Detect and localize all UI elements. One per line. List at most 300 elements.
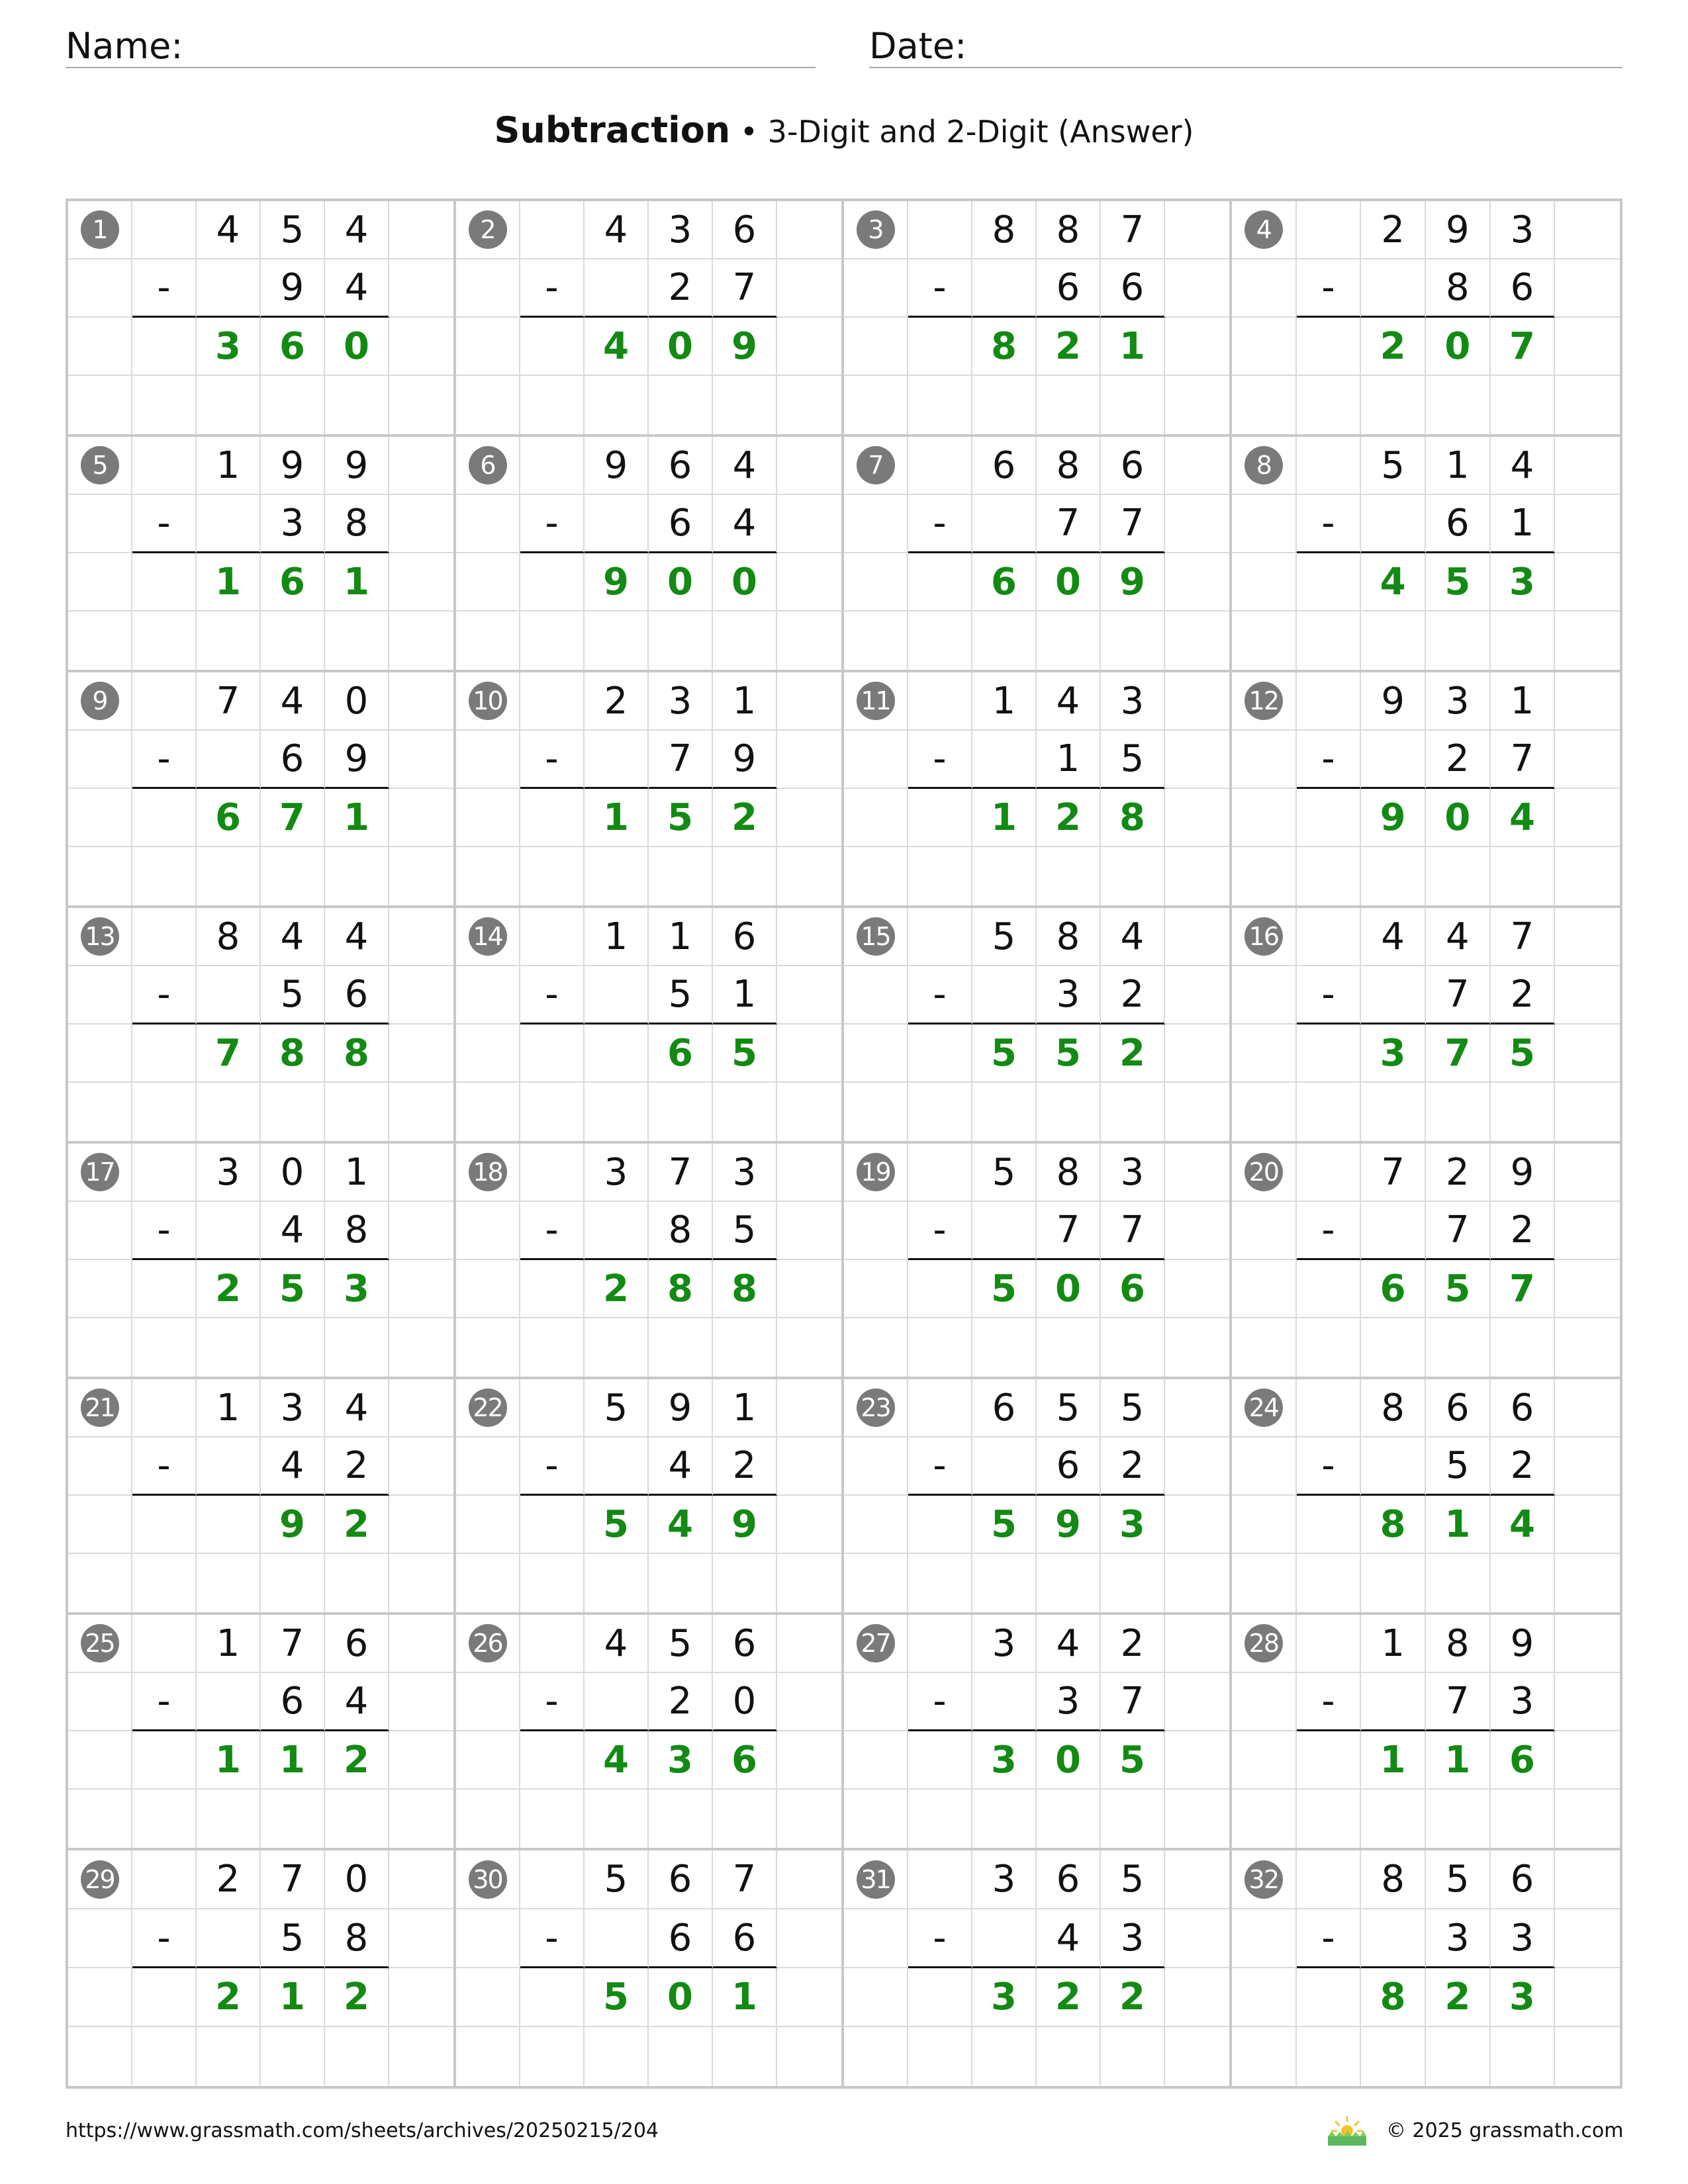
- grid-cell: [132, 1496, 197, 1554]
- subtrahend-digit: [972, 495, 1037, 553]
- grid-cell: [1101, 612, 1165, 670]
- grid-cell: [972, 376, 1037, 434]
- number-cell: [456, 908, 520, 966]
- minuend-digit: 3: [261, 1379, 325, 1437]
- answer-digit: 5: [1491, 1024, 1556, 1083]
- grid-cell: [520, 376, 585, 434]
- subtrahend-digit: [1361, 1437, 1426, 1496]
- subtrahend-digit: 3: [261, 495, 325, 553]
- grid-cell: [777, 1790, 841, 1848]
- minus-sign: -: [132, 966, 197, 1024]
- grid-cell: [649, 1083, 713, 1141]
- subtrahend-digit: 9: [325, 731, 389, 789]
- subtrahend-digit: 4: [261, 1202, 325, 1260]
- minuend-digit: 6: [972, 1379, 1037, 1437]
- grid-cell: [908, 847, 972, 905]
- grid-cell: [132, 1260, 197, 1318]
- problem-number-badge: 3: [857, 210, 895, 249]
- problem-number-badge: 28: [1244, 1624, 1283, 1662]
- number-cell: [1232, 672, 1297, 731]
- problem-number-badge: 26: [469, 1624, 507, 1662]
- answer-digit: 1: [261, 1731, 325, 1790]
- grid-cell: [456, 495, 520, 553]
- answer-digit: 5: [1037, 1024, 1101, 1083]
- grid-cell: [777, 789, 841, 847]
- problem-14: [456, 908, 844, 1144]
- grid-cell: [844, 376, 908, 434]
- grid-cell: [777, 908, 841, 966]
- grid-cell: [1165, 966, 1229, 1024]
- answer-digit: 5: [649, 789, 713, 847]
- problem-number-badge: 20: [1244, 1153, 1283, 1191]
- grid-cell: [908, 1968, 972, 2027]
- grid-cell: [68, 612, 132, 670]
- subtrahend-digit: 6: [261, 1673, 325, 1731]
- minuend-digit: 6: [972, 437, 1037, 495]
- grid-cell: [713, 376, 777, 434]
- number-cell: [1232, 437, 1297, 495]
- grid-cell: [1165, 1144, 1229, 1202]
- problem-number-badge: 5: [81, 446, 119, 484]
- minuend-digit: 4: [1037, 672, 1101, 731]
- problem-number-badge: 2: [469, 210, 507, 249]
- grid-cell: [520, 201, 585, 259]
- minus-sign: -: [908, 966, 972, 1024]
- minuend-digit: 4: [261, 672, 325, 731]
- grid-cell: [456, 376, 520, 434]
- grid-cell: [1361, 1790, 1426, 1848]
- grid-cell: [1555, 672, 1620, 731]
- answer-digit: 2: [1037, 789, 1101, 847]
- minuend-digit: 1: [713, 672, 777, 731]
- grid-cell: [1037, 376, 1101, 434]
- answer-digit: 0: [649, 318, 713, 376]
- minuend-digit: 4: [1101, 908, 1165, 966]
- grid-cell: [1165, 495, 1229, 553]
- problem-grid: [66, 199, 1622, 2089]
- grid-cell: [389, 318, 453, 376]
- number-cell: [456, 1379, 520, 1437]
- grid-cell: [908, 1850, 972, 1909]
- grid-cell: [389, 1202, 453, 1260]
- problem-number-badge: 7: [857, 446, 895, 484]
- minuend-digit: 4: [1361, 908, 1426, 966]
- problem-22: [456, 1379, 844, 1615]
- minuend-digit: 2: [585, 672, 649, 731]
- grid-cell: [520, 1790, 585, 1848]
- grid-cell: [1232, 2027, 1297, 2086]
- name-line[interactable]: [66, 67, 816, 68]
- minuend-digit: 6: [649, 1850, 713, 1909]
- grid-cell: [456, 1968, 520, 2027]
- answer-digit: 4: [1361, 553, 1426, 612]
- grid-cell: [68, 1909, 132, 1968]
- answer-digit: 6: [197, 789, 261, 847]
- minuend-digit: 1: [197, 437, 261, 495]
- minuend-digit: 7: [649, 1144, 713, 1202]
- grid-cell: [908, 789, 972, 847]
- number-cell: [844, 672, 908, 731]
- grid-cell: [520, 1968, 585, 2027]
- grid-cell: [1491, 847, 1556, 905]
- minuend-digit: 1: [1491, 672, 1556, 731]
- grid-cell: [1232, 1437, 1297, 1496]
- subtrahend-digit: 9: [713, 731, 777, 789]
- minus-sign: -: [132, 495, 197, 553]
- minus-sign: -: [132, 1909, 197, 1968]
- grid-cell: [1165, 1083, 1229, 1141]
- grid-cell: [456, 731, 520, 789]
- problem-number-badge: 4: [1244, 210, 1283, 249]
- grid-cell: [1232, 495, 1297, 553]
- problem-number-badge: 6: [469, 446, 507, 484]
- grid-cell: [713, 847, 777, 905]
- grid-cell: [908, 1083, 972, 1141]
- grid-cell: [1491, 1318, 1556, 1377]
- grid-cell: [132, 1144, 197, 1202]
- grid-cell: [1491, 376, 1556, 434]
- minuend-digit: 7: [1361, 1144, 1426, 1202]
- grid-cell: [777, 1437, 841, 1496]
- grid-cell: [908, 1024, 972, 1083]
- date-line[interactable]: [869, 67, 1622, 68]
- grid-cell: [1165, 259, 1229, 318]
- grid-cell: [1232, 966, 1297, 1024]
- minuend-digit: 5: [261, 201, 325, 259]
- grid-cell: [585, 376, 649, 434]
- grid-cell: [713, 1318, 777, 1377]
- answer-digit: 1: [197, 1731, 261, 1790]
- problem-number-badge: 8: [1244, 446, 1283, 484]
- grid-cell: [389, 376, 453, 434]
- grid-cell: [389, 553, 453, 612]
- answer-digit: 5: [972, 1260, 1037, 1318]
- minuend-digit: 1: [1426, 437, 1491, 495]
- grid-cell: [389, 1731, 453, 1790]
- answer-digit: [197, 1496, 261, 1554]
- grid-cell: [1361, 2027, 1426, 2086]
- footer-url[interactable]: https://www.grassmath.com/sheets/archives/20250215/204: [66, 2119, 659, 2142]
- answer-digit: 1: [585, 789, 649, 847]
- number-cell: [456, 437, 520, 495]
- answer-digit: 4: [585, 1731, 649, 1790]
- grid-cell: [713, 1790, 777, 1848]
- number-cell: [68, 1615, 132, 1673]
- number-cell: [1232, 1850, 1297, 1909]
- minus-sign: -: [908, 1437, 972, 1496]
- grid-cell: [68, 1318, 132, 1377]
- grid-cell: [972, 1790, 1037, 1848]
- minus-sign: -: [908, 259, 972, 318]
- grid-cell: [520, 1260, 585, 1318]
- answer-digit: 9: [713, 1496, 777, 1554]
- grid-cell: [1555, 1144, 1620, 1202]
- subtrahend-digit: 1: [1037, 731, 1101, 789]
- grid-cell: [1426, 1790, 1491, 1848]
- subtrahend-digit: 9: [261, 259, 325, 318]
- grid-cell: [1101, 847, 1165, 905]
- grid-cell: [1297, 1850, 1362, 1909]
- subtrahend-digit: [1361, 731, 1426, 789]
- grid-cell: [1297, 847, 1362, 905]
- grid-cell: [844, 1437, 908, 1496]
- number-cell: [456, 1615, 520, 1673]
- grid-cell: [1165, 553, 1229, 612]
- problem-number-badge: 31: [857, 1860, 895, 1899]
- subtrahend-digit: 3: [1037, 1673, 1101, 1731]
- minus-sign: -: [520, 731, 585, 789]
- grid-cell: [68, 1437, 132, 1496]
- answer-digit: 4: [1491, 789, 1556, 847]
- grid-cell: [1037, 847, 1101, 905]
- grid-cell: [68, 2027, 132, 2086]
- problem-number-badge: 21: [81, 1388, 119, 1427]
- grid-cell: [1297, 1790, 1362, 1848]
- grid-cell: [1555, 1437, 1620, 1496]
- grid-cell: [1361, 1083, 1426, 1141]
- date-label: Date:: [869, 25, 967, 67]
- subtrahend-digit: 7: [1101, 1673, 1165, 1731]
- subtrahend-digit: [585, 731, 649, 789]
- minuend-digit: 7: [713, 1850, 777, 1909]
- minuend-digit: 5: [972, 1144, 1037, 1202]
- subtrahend-digit: 1: [1491, 495, 1556, 553]
- subtrahend-digit: 5: [649, 966, 713, 1024]
- grid-cell: [1555, 1024, 1620, 1083]
- grid-cell: [1165, 1024, 1229, 1083]
- grid-cell: [520, 1731, 585, 1790]
- grid-cell: [68, 318, 132, 376]
- number-cell: [844, 1379, 908, 1437]
- answer-digit: 5: [713, 1024, 777, 1083]
- problem-1: [68, 201, 456, 437]
- minuend-digit: 8: [1426, 1615, 1491, 1673]
- minuend-digit: 5: [1361, 437, 1426, 495]
- minus-sign: -: [908, 495, 972, 553]
- grid-cell: [1555, 1790, 1620, 1848]
- problem-number-badge: 1: [81, 210, 119, 249]
- answer-digit: 8: [1361, 1968, 1426, 2027]
- grid-cell: [777, 376, 841, 434]
- grid-cell: [777, 318, 841, 376]
- problem-9: [68, 672, 456, 908]
- minuend-digit: 3: [1101, 1144, 1165, 1202]
- answer-digit: 9: [1037, 1496, 1101, 1554]
- grid-cell: [1297, 672, 1362, 731]
- grid-cell: [389, 1615, 453, 1673]
- grid-cell: [1361, 1318, 1426, 1377]
- grid-cell: [1555, 731, 1620, 789]
- grid-cell: [972, 847, 1037, 905]
- grid-cell: [972, 612, 1037, 670]
- answer-digit: 9: [261, 1496, 325, 1554]
- grid-cell: [777, 966, 841, 1024]
- grid-cell: [1165, 1909, 1229, 1968]
- grid-cell: [908, 1144, 972, 1202]
- grid-cell: [1232, 731, 1297, 789]
- grid-cell: [777, 1554, 841, 1612]
- answer-digit: 9: [1361, 789, 1426, 847]
- grid-cell: [1297, 1083, 1362, 1141]
- answer-digit: 5: [1101, 1731, 1165, 1790]
- grid-cell: [844, 318, 908, 376]
- subtrahend-digit: 7: [1037, 1202, 1101, 1260]
- grid-cell: [1037, 612, 1101, 670]
- subtrahend-digit: 5: [1101, 731, 1165, 789]
- grid-cell: [389, 1318, 453, 1377]
- minuend-digit: 9: [1426, 201, 1491, 259]
- answer-digit: 4: [585, 318, 649, 376]
- subtrahend-digit: [585, 495, 649, 553]
- minuend-digit: 5: [1101, 1379, 1165, 1437]
- grid-cell: [1232, 1318, 1297, 1377]
- grid-cell: [1232, 847, 1297, 905]
- grid-cell: [1232, 1968, 1297, 2027]
- number-cell: [68, 908, 132, 966]
- answer-digit: 5: [972, 1496, 1037, 1554]
- title-sub: • 3-Digit and 2-Digit (Answer): [739, 114, 1194, 150]
- subtrahend-digit: 4: [649, 1437, 713, 1496]
- grid-cell: [456, 789, 520, 847]
- problem-number-badge: 27: [857, 1624, 895, 1662]
- grid-cell: [520, 789, 585, 847]
- problem-3: [844, 201, 1232, 437]
- number-cell: [68, 1850, 132, 1909]
- subtrahend-digit: [585, 259, 649, 318]
- grid-cell: [456, 1260, 520, 1318]
- grid-cell: [389, 1554, 453, 1612]
- grid-cell: [1426, 2027, 1491, 2086]
- grid-cell: [777, 1083, 841, 1141]
- grid-cell: [844, 1968, 908, 2027]
- problem-number-badge: 11: [857, 682, 895, 720]
- answer-digit: 6: [1101, 1260, 1165, 1318]
- grid-cell: [777, 1850, 841, 1909]
- grid-cell: [649, 1554, 713, 1612]
- minuend-digit: 8: [1037, 908, 1101, 966]
- grid-cell: [1037, 1790, 1101, 1848]
- grid-cell: [777, 1144, 841, 1202]
- minus-sign: -: [520, 1909, 585, 1968]
- minuend-digit: 5: [1101, 1850, 1165, 1909]
- subtrahend-digit: 5: [261, 1909, 325, 1968]
- grid-cell: [777, 1024, 841, 1083]
- problem-29: [68, 1850, 456, 2086]
- grid-cell: [456, 2027, 520, 2086]
- problem-number-badge: 15: [857, 917, 895, 956]
- grid-cell: [1426, 612, 1491, 670]
- answer-digit: 9: [1101, 553, 1165, 612]
- grid-cell: [520, 1554, 585, 1612]
- grid-cell: [261, 2027, 325, 2086]
- problem-8: [1232, 437, 1620, 672]
- grid-cell: [68, 1731, 132, 1790]
- subtrahend-digit: [1361, 259, 1426, 318]
- subtrahend-digit: 3: [1491, 1673, 1556, 1731]
- grid-cell: [389, 1496, 453, 1554]
- minuend-digit: 6: [1491, 1379, 1556, 1437]
- grid-cell: [1297, 2027, 1362, 2086]
- grid-cell: [1555, 908, 1620, 966]
- grid-cell: [68, 1024, 132, 1083]
- answer-digit: 2: [1426, 1968, 1491, 2027]
- subtrahend-digit: 8: [325, 1909, 389, 1968]
- grid-cell: [844, 612, 908, 670]
- minuend-digit: 2: [1361, 201, 1426, 259]
- subtrahend-digit: 2: [1491, 1202, 1556, 1260]
- grid-cell: [132, 553, 197, 612]
- answer-digit: 6: [972, 553, 1037, 612]
- grid-cell: [1165, 789, 1229, 847]
- grid-cell: [325, 376, 389, 434]
- subtrahend-digit: 0: [713, 1673, 777, 1731]
- grid-cell: [1232, 789, 1297, 847]
- answer-digit: 7: [1491, 318, 1556, 376]
- minuend-digit: 6: [1426, 1379, 1491, 1437]
- minuend-digit: 4: [325, 1379, 389, 1437]
- minuend-digit: 1: [713, 1379, 777, 1437]
- problem-7: [844, 437, 1232, 672]
- grid-cell: [1555, 1202, 1620, 1260]
- grid-cell: [132, 1554, 197, 1612]
- grid-cell: [389, 495, 453, 553]
- grid-cell: [389, 1379, 453, 1437]
- grid-cell: [972, 2027, 1037, 2086]
- grid-cell: [389, 2027, 453, 2086]
- answer-digit: 3: [972, 1968, 1037, 2027]
- grid-cell: [1555, 376, 1620, 434]
- minuend-digit: 1: [325, 1144, 389, 1202]
- grid-cell: [456, 1731, 520, 1790]
- number-cell: [456, 672, 520, 731]
- grid-cell: [1555, 1083, 1620, 1141]
- minuend-digit: 3: [649, 672, 713, 731]
- minus-sign: -: [908, 1909, 972, 1968]
- answer-digit: 3: [1491, 553, 1556, 612]
- answer-digit: 1: [325, 789, 389, 847]
- grid-cell: [132, 612, 197, 670]
- name-label: Name:: [66, 25, 183, 67]
- grid-cell: [844, 2027, 908, 2086]
- grid-cell: [520, 1496, 585, 1554]
- grid-cell: [261, 1083, 325, 1141]
- grid-cell: [1361, 376, 1426, 434]
- minuend-digit: 3: [649, 201, 713, 259]
- grid-cell: [325, 1083, 389, 1141]
- minuend-digit: 2: [1101, 1615, 1165, 1673]
- grid-cell: [389, 1790, 453, 1848]
- minuend-digit: 2: [1426, 1144, 1491, 1202]
- answer-digit: 5: [972, 1024, 1037, 1083]
- grid-cell: [1555, 2027, 1620, 2086]
- subtrahend-digit: 2: [649, 1673, 713, 1731]
- answer-digit: 2: [1361, 318, 1426, 376]
- grid-cell: [585, 1554, 649, 1612]
- number-cell: [1232, 1615, 1297, 1673]
- minus-sign: -: [1297, 1673, 1362, 1731]
- answer-digit: 6: [1491, 1731, 1556, 1790]
- grid-cell: [1037, 1083, 1101, 1141]
- subtrahend-digit: [972, 1909, 1037, 1968]
- minuend-digit: 3: [197, 1144, 261, 1202]
- subtrahend-digit: [1361, 1909, 1426, 1968]
- grid-cell: [777, 1909, 841, 1968]
- problem-20: [1232, 1144, 1620, 1379]
- minuend-digit: 3: [585, 1144, 649, 1202]
- grid-cell: [1361, 847, 1426, 905]
- grid-cell: [1555, 1968, 1620, 2027]
- grid-cell: [1165, 1850, 1229, 1909]
